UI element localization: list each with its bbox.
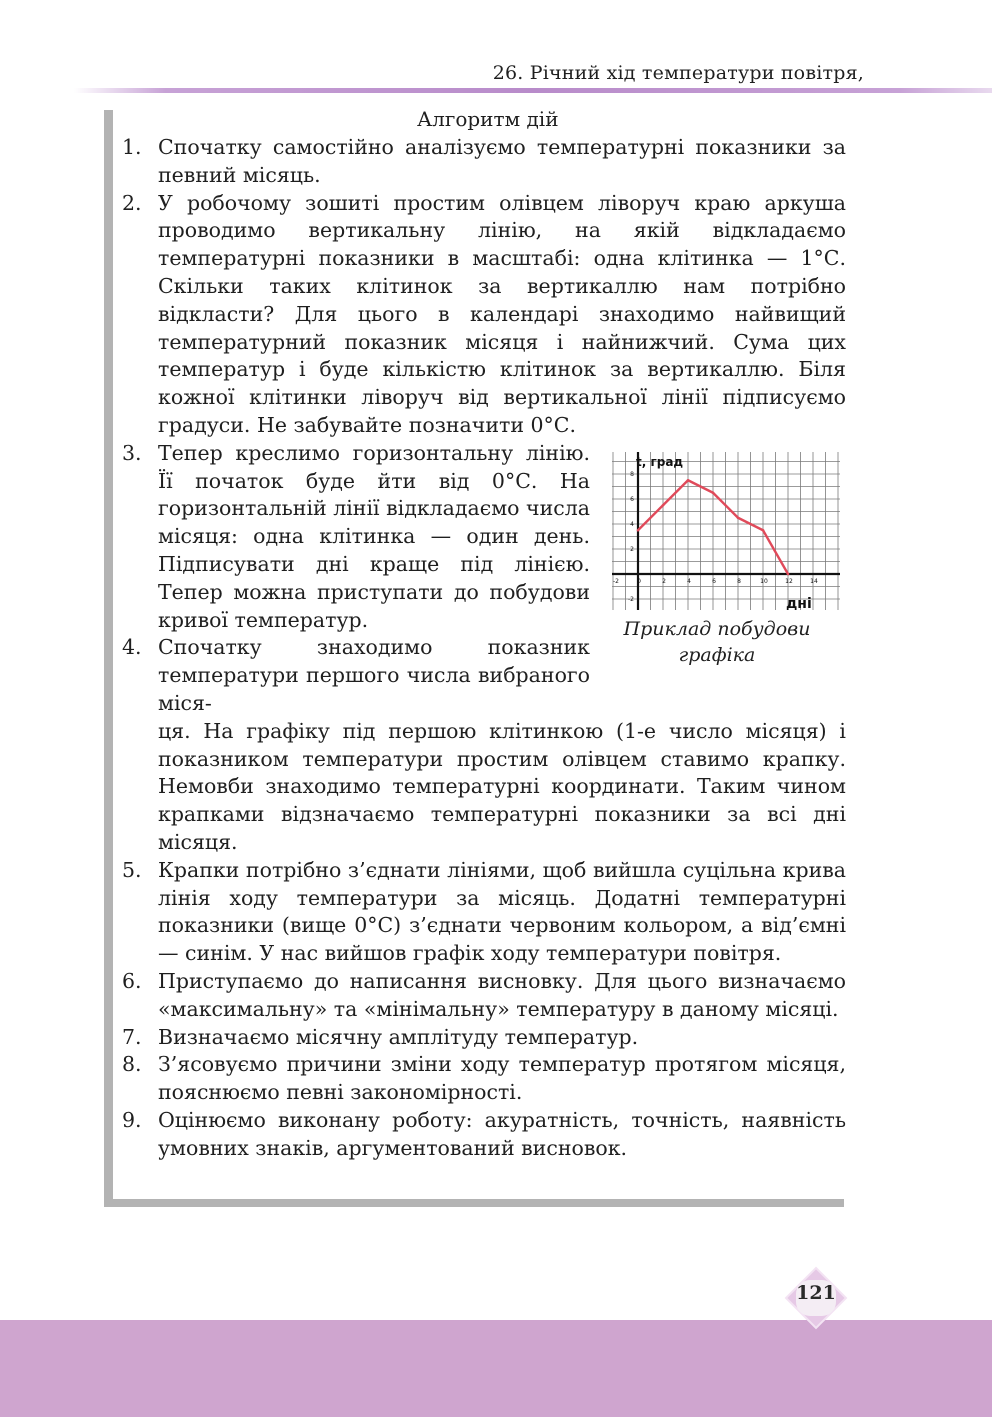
step-number: 6. (122, 968, 142, 993)
data-point (737, 516, 740, 519)
step-number: 7. (122, 1024, 142, 1049)
step-text: З’ясовуємо причини зміни ходу температур протягом місяця, пояснюємо певні закономірності. (158, 1052, 846, 1105)
page-number: 121 (796, 1282, 836, 1304)
footer-band (0, 1320, 992, 1417)
box-left-border (104, 110, 113, 1207)
x-tick-label: 14 (810, 578, 818, 585)
step-number: 5. (122, 857, 142, 882)
step-2 (122, 190, 846, 440)
step-text: Крапки потрібно з’єднати лініями, щоб вийшла суцільна крива лінія ходу температури за місяць. Додатні температурні показники (вище 0°С) з’єднати червоним кольором, а від’ємні — синім. У нас вийшов графік ходу температури повітря. (158, 857, 846, 966)
step-text: Спочатку самостійно аналізуємо температурні показники за певний місяць. (158, 135, 846, 187)
x-tick-label: 0 (637, 578, 641, 585)
step-text: У робочому зошиті простим олівцем ліворуч краю аркуша проводимо вертикальну лінію, на якій відкладаємо температурні показники в масштабі: одна клітинка — 1°С. Скільки таких клітинок за вертикаллю нам потрібно відкласти? Для цього в календарі знаходимо найвищий температурний показник місяця і найнижчий. Сума цих температур і буде кількістю клітинок за вертикаллю. Біля кожної клітинки ліворуч від вертикальної лінії підписуємо градуси. Не забувайте позначити 0°С. (158, 190, 846, 437)
data-point (712, 491, 715, 494)
figure-caption: Приклад побудови графіка (623, 618, 811, 666)
y-tick-label: 2 (630, 546, 634, 553)
header-rule (74, 88, 992, 93)
data-point (687, 479, 690, 482)
step-number: 2. (122, 190, 142, 215)
y-tick-label: 4 (630, 521, 634, 528)
y-axis-label: t, град (636, 455, 684, 469)
x-tick-label: 2 (662, 578, 666, 585)
data-point (787, 573, 790, 576)
data-point (662, 504, 665, 507)
step-number: 1. (122, 135, 142, 159)
x-tick-label: -2 (613, 578, 619, 585)
step-text: Оцінюємо виконану роботу: акуратність, точність, наявність умовних знаків, аргументований висновок. (158, 1107, 846, 1160)
x-tick-label: 10 (760, 578, 768, 585)
step-text-narrow: Спочатку знаходимо показник температури першого числа вибраного міся- (158, 635, 590, 715)
running-header: 26. Річний хід температури повітря, (492, 62, 864, 84)
step-number: 8. (122, 1052, 142, 1077)
step-1 (122, 134, 846, 190)
x-tick-label: 6 (712, 578, 716, 585)
data-point (762, 529, 765, 532)
step-8 (122, 1051, 846, 1107)
step-text: Визначаємо місячну амплітуду температур. (158, 1024, 639, 1049)
step-number: 9. (122, 1107, 142, 1132)
x-axis-label: дні (786, 596, 812, 612)
x-tick-label: 12 (785, 578, 793, 585)
x-tick-label: 8 (737, 578, 741, 585)
step-5 (122, 857, 846, 968)
step-number: 4. (122, 635, 142, 660)
step-text: Тепер креслимо горизонтальну лінію. Її початок буде йти від 0°С. На горизонтальній лінії відкладаємо числа місяця: одна клітинка — один день. Підписувати дні краще під лінією. Тепер можна приступати до побудови кривої температур. (158, 440, 590, 632)
step-number: 3. (122, 440, 142, 465)
step-6 (122, 968, 846, 1024)
y-tick-label: 8 (630, 471, 634, 478)
step-9 (122, 1107, 846, 1163)
x-tick-label: 4 (687, 578, 691, 585)
box-bottom-border (104, 1199, 844, 1207)
section-title: Алгоритм дій (417, 107, 559, 131)
step-text: ця. На графіку під першою клітинкою (1-е число місяця) і показником температури простим олівцем ставимо крапку. Немовби знаходимо температурні координати. Таким чином крапками відзначаємо температурні показники за всі дні місяця. (158, 718, 846, 854)
y-tick-label: -2 (628, 596, 634, 603)
step-text: Приступаємо до написання висновку. Для цього визначаємо «максимальну» та «мінімальну» температуру в даному місяці. (158, 968, 846, 1021)
step-7 (122, 1024, 846, 1052)
y-tick-label: 6 (630, 496, 634, 503)
temperature-graph-figure (608, 448, 844, 614)
temperature-graph (608, 448, 844, 614)
data-point (637, 529, 640, 532)
